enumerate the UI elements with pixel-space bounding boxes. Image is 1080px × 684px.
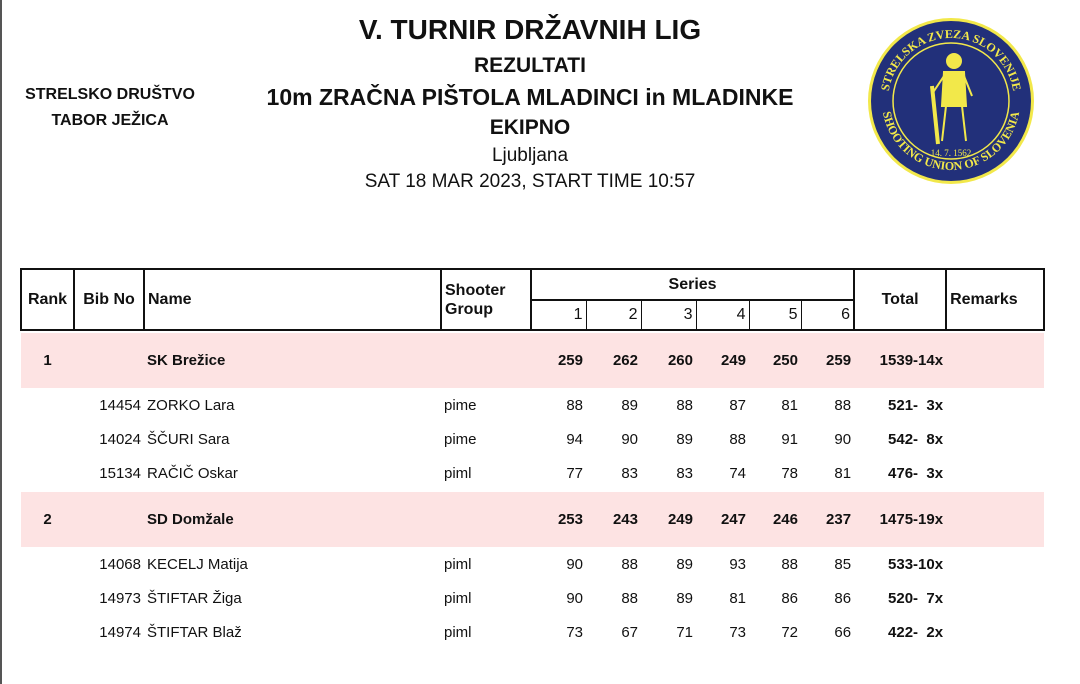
location: Ljubljana [491,145,569,166]
col-name: Name [144,269,441,330]
shooting-union-seal-logo [866,16,1036,186]
team-name: SD Domžale [144,492,441,547]
shooter-series-1: 88 [566,396,583,414]
shooter-series-4: 73 [729,623,746,641]
shooter-group: pime [444,396,477,414]
shooter-bib: 14973 [99,589,141,607]
shooter-series-5: 86 [781,589,798,607]
series-6-header: 6 [801,300,854,330]
shooter-rank [21,388,74,422]
shooter-rank [21,581,74,615]
shooter-name: RAČIČ Oskar [147,464,238,482]
shooter-row [21,422,1044,456]
shooter-total: 422- 2x [888,623,944,641]
shooter-series-1: 94 [566,430,583,448]
col-series: Series [531,269,854,300]
shooter-series-1: 90 [566,589,583,607]
event-type: EKIPNO [489,116,571,139]
shooter-series-5: 81 [781,396,798,414]
shooter-series-4: 81 [729,589,746,607]
team-series-2: 262 [586,333,641,388]
shooter-series-2: 89 [621,396,638,414]
shooter-series-3: 71 [676,623,693,641]
shooter-row [21,615,1044,649]
shooter-series-6: 81 [834,464,852,482]
shooter-total: 476- 3x [888,464,944,482]
shooter-name: ŠTIFTAR Žiga [147,589,242,607]
shooter-series-1: 90 [566,555,583,573]
series-1-header: 1 [531,300,586,330]
shooter-series-3: 89 [676,430,693,448]
shooter-series-1: 77 [566,464,583,482]
shooter-series-5: 78 [781,464,798,482]
shooter-series-2: 88 [621,589,638,607]
series-2-header: 2 [586,300,641,330]
series-3-header: 3 [641,300,696,330]
team-series-3: 249 [641,492,696,547]
shooter-remarks [946,388,1044,422]
results-table [20,268,1045,649]
shooter-bib: 14068 [99,555,141,573]
subtitle: REZULTATI [474,54,586,77]
shooter-remarks [946,547,1044,581]
col-total: Total [854,269,946,330]
event-name: 10m ZRAČNA PIŠTOLA MLADINCI in MLADINKE [266,84,794,110]
team-series-3: 260 [641,333,696,388]
shooter-bib: 15134 [99,464,141,482]
team-series-1: 253 [531,492,586,547]
shooter-series-4: 88 [729,430,746,448]
shooter-series-2: 67 [621,623,638,641]
shooter-remarks [946,615,1044,649]
team-remarks [946,333,1044,388]
shooter-total: 533-10x [888,555,944,573]
title: V. TURNIR DRŽAVNIH LIG [358,14,702,45]
team-remarks [946,492,1044,547]
shooter-series-5: 72 [781,623,798,641]
shooter-series-4: 93 [729,555,746,573]
shooter-name: ŠČURI Sara [147,430,230,448]
team-rank: 1 [21,333,74,388]
shooter-total: 520- 7x [888,589,944,607]
shooter-rank [21,547,74,581]
team-series-2: 243 [586,492,641,547]
team-series-6: 237 [801,492,854,547]
team-series-4: 249 [696,333,749,388]
shooter-row [21,456,1044,490]
shooter-series-2: 90 [621,430,638,448]
team-group [441,492,531,547]
team-group [441,333,531,388]
team-series-5: 250 [749,333,801,388]
shooter-row [21,547,1044,581]
shooter-row [21,388,1044,422]
shooter-name: KECELJ Matija [147,555,248,573]
team-name: SK Brežice [144,333,441,388]
shooter-group: piml [444,589,472,607]
shooter-series-5: 91 [781,430,798,448]
shooter-series-3: 89 [676,555,693,573]
shooter-series-3: 83 [676,464,693,482]
shooter-series-4: 87 [729,396,746,414]
shooter-name: ŠTIFTAR Blaž [147,623,242,641]
svg-text:STRELSKA ZVEZA SLOVENIJE: STRELSKA ZVEZA SLOVENIJE [877,26,1025,93]
club-line-1: STRELSKO DRUŠTVO [25,86,195,103]
shooter-group: pime [444,430,477,448]
shooter-total: 542- 8x [888,430,944,448]
team-series-6: 259 [801,333,854,388]
series-5-header: 5 [749,300,801,330]
team-total: 1475-19x [854,492,946,547]
club-line-2: TABOR JEŽICA [51,112,169,129]
shooter-series-3: 89 [676,589,693,607]
col-remarks: Remarks [946,269,1044,330]
shooter-rank [21,615,74,649]
team-series-5: 246 [749,492,801,547]
shooter-series-6: 86 [834,589,852,607]
club-name [14,82,206,134]
svg-text:SHOOTING UNION OF SLOVENIA: SHOOTING UNION OF SLOVENIA [879,109,1023,174]
shooter-series-3: 88 [676,396,693,414]
col-rank: Rank [21,269,74,330]
shooter-series-1: 73 [566,623,583,641]
team-row [21,492,1044,547]
series-4-header: 4 [696,300,749,330]
shooter-group: piml [444,464,472,482]
shooter-group: piml [444,623,472,641]
team-bib [74,492,144,547]
team-rank: 2 [21,492,74,547]
team-bib [74,333,144,388]
svg-text:14. 7. 1562: 14. 7. 1562 [930,148,972,158]
shooter-bib: 14454 [99,396,141,414]
shooter-series-2: 88 [621,555,638,573]
datetime: SAT 18 MAR 2023, START TIME 10:57 [364,171,696,192]
shooter-series-6: 88 [834,396,852,414]
team-series-1: 259 [531,333,586,388]
col-bib: Bib No [74,269,144,330]
shooter-bib: 14024 [99,430,141,448]
page-edge [0,0,2,684]
shooter-row [21,581,1044,615]
shooter-remarks [946,581,1044,615]
shooter-rank [21,456,74,490]
shooter-series-2: 83 [621,464,638,482]
shooter-series-4: 74 [729,464,746,482]
shooter-series-6: 90 [834,430,852,448]
shooter-name: ZORKO Lara [147,396,235,414]
shooter-rank [21,422,74,456]
team-row [21,333,1044,388]
shooter-series-5: 88 [781,555,798,573]
shooter-total: 521- 3x [888,396,944,414]
shooter-series-6: 85 [834,555,852,573]
shooter-group: piml [444,555,472,573]
col-group: Shooter Group [441,269,531,330]
team-total: 1539-14x [854,333,946,388]
shooter-remarks [946,456,1044,490]
shooter-bib: 14974 [99,623,141,641]
shooter-series-6: 66 [834,623,852,641]
shooter-remarks [946,422,1044,456]
team-series-4: 247 [696,492,749,547]
